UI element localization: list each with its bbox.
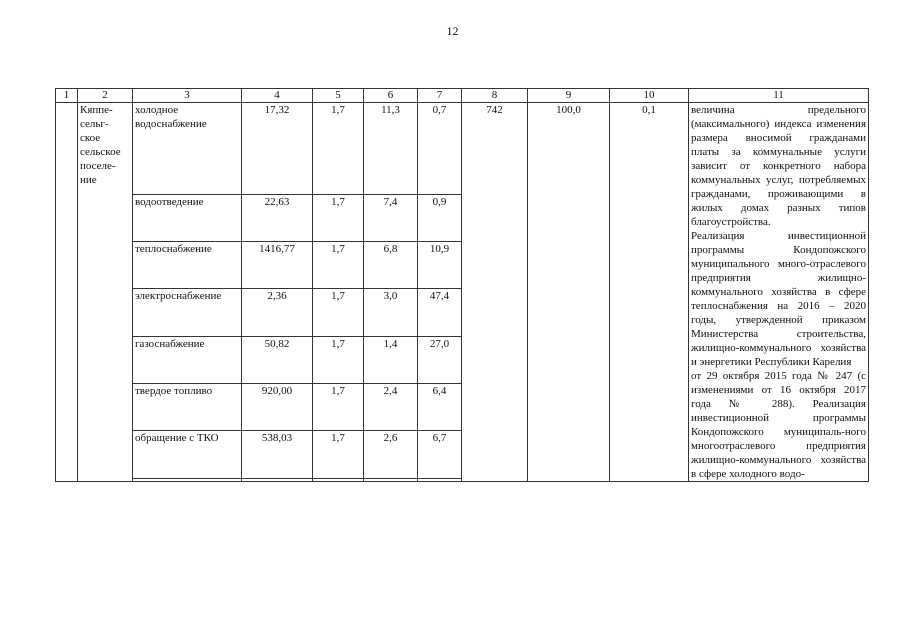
header-col-4: 4 [242,89,313,103]
value-col6-cell: 6,8 [364,241,418,288]
settlement-name-line: Кяппе- [80,104,113,116]
settlement-name-cell [78,103,133,482]
header-col-9: 9 [528,89,610,103]
value-col5-cell: 1,7 [313,289,364,336]
value-col8-cell: 742 [462,103,528,482]
header-col-7: 7 [418,89,462,103]
value-col7-cell: 27,0 [418,336,462,383]
empty-cell [364,478,418,481]
settlement-name-line: ское [80,132,101,144]
empty-cell [242,478,313,481]
value-col5-cell: 1,7 [313,103,364,195]
settlement-name-line: поселе- [80,160,116,172]
value-col9-cell: 100,0 [528,103,610,482]
service-name-cell [133,103,242,195]
tariff-cell: 22,63 [242,194,313,241]
value-col6-cell: 2,4 [364,384,418,431]
value-col5-cell: 1,7 [313,431,364,478]
page-number: 12 [446,24,459,38]
settlement-name-line: сельг- [80,118,109,130]
notes-paragraph: величина предельного (максимального) индекса изменения размера вносимой гражданами платы за коммунальные услуги зависит от конкретного набора коммунальных услуг, потребляемых гражданами, проживающими в жилых домах разных типов благоустройства. [691,104,866,228]
header-col-10: 10 [610,89,689,103]
tariff-cell: 920,00 [242,384,313,431]
value-col7-cell: 0,9 [418,194,462,241]
service-name-line: холодное [135,104,179,116]
header-col-11: 11 [689,89,869,103]
header-row [56,89,869,103]
value-col6-cell: 3,0 [364,289,418,336]
tariff-cell: 17,32 [242,103,313,195]
service-name-cell: теплоснабжение [133,241,242,288]
service-name-cell: электроснабжение [133,289,242,336]
header-col-3: 3 [133,89,242,103]
empty-cell [418,478,462,481]
value-col6-cell: 11,3 [364,103,418,195]
service-name-line: водоснабжение [135,118,207,130]
notes-cell [689,103,869,482]
header-col-6: 6 [364,89,418,103]
row-number-cell [56,103,78,482]
settlement-name-line: ние [80,174,97,186]
value-col6-cell: 2,6 [364,431,418,478]
table-row [56,103,869,195]
tariff-cell: 2,36 [242,289,313,336]
settlement-name-line: сельское [80,146,121,158]
value-col10-cell: 0,1 [610,103,689,482]
tariff-cell: 50,82 [242,336,313,383]
header-col-8: 8 [462,89,528,103]
empty-cell [133,478,242,481]
value-col5-cell: 1,7 [313,336,364,383]
value-col7-cell: 10,9 [418,241,462,288]
header-col-1: 1 [56,89,78,103]
value-col5-cell: 1,7 [313,384,364,431]
value-col5-cell: 1,7 [313,194,364,241]
value-col7-cell: 47,4 [418,289,462,336]
service-name-cell: твердое топливо [133,384,242,431]
header-col-5: 5 [313,89,364,103]
service-name-cell: водоотведение [133,194,242,241]
data-table [55,88,869,482]
value-col7-cell: 6,7 [418,431,462,478]
value-col6-cell: 7,4 [364,194,418,241]
value-col7-cell: 0,7 [418,103,462,195]
value-col6-cell: 1,4 [364,336,418,383]
notes-paragraph: от 29 октября 2015 года № 247 (с изменениями от 16 октября 2017 года № 288). Реализация инвестиционной программы Кондопожского муниципаль-ного многоотраслевого предприятия жилищно-коммунального хозяйства в сфере холодного водо- [691,370,866,480]
service-name-cell: газоснабжение [133,336,242,383]
empty-cell [313,478,364,481]
tariff-cell: 538,03 [242,431,313,478]
service-name-cell: обращение с ТКО [133,431,242,478]
header-col-2: 2 [78,89,133,103]
value-col7-cell: 6,4 [418,384,462,431]
table-header [56,89,869,103]
notes-paragraph: Реализация инвестиционной программы Кондопожского муниципального много-отраслевого предприятия жилищно-коммунального хозяйства в сфере теплоснабжения на 2016 – 2020 годы, утвержденной приказом Министерства строительства, жилищно-коммунального хозяйства и энергетики Республики Карелия [691,230,866,368]
tariff-cell: 1416,77 [242,241,313,288]
value-col5-cell: 1,7 [313,241,364,288]
